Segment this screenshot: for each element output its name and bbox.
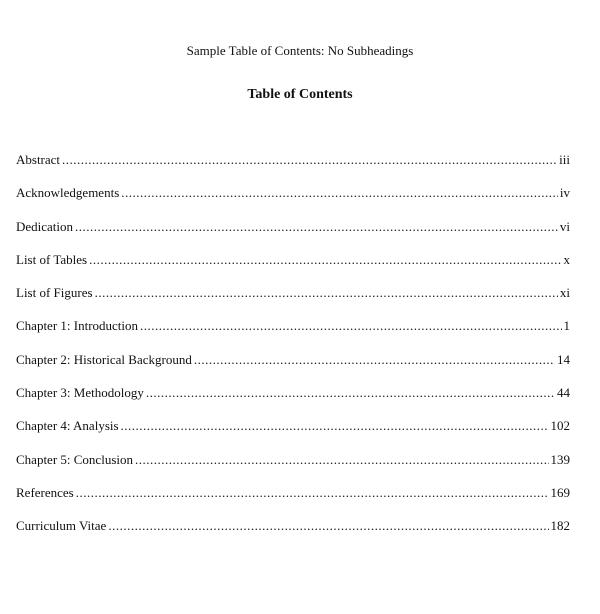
toc-entry [16, 252, 570, 285]
dot-leader [108, 518, 548, 534]
toc-entry [16, 452, 570, 485]
toc-entry [16, 418, 570, 451]
document-subtitle: Sample Table of Contents: No Subheadings [186, 43, 414, 58]
toc-entry-page: 169 [550, 484, 570, 500]
dot-leader [140, 318, 561, 334]
toc-entry-page: 14 [557, 351, 570, 367]
toc-entry-label: Chapter 1: Introduction [16, 318, 139, 334]
toc-entry-label: References [16, 484, 74, 500]
dot-leader [121, 418, 549, 434]
toc-entry-page: xi [559, 285, 570, 301]
dot-leader [135, 452, 549, 468]
toc-entry-label: Curriculum Vitae [16, 518, 107, 534]
table-of-contents [16, 152, 570, 552]
dot-leader [194, 352, 555, 368]
toc-entry [16, 485, 570, 518]
dot-leader [146, 385, 555, 401]
toc-entry-label: Dedication [16, 218, 74, 234]
toc-entry-page: 139 [550, 451, 570, 467]
toc-entry-page: x [563, 251, 570, 267]
toc-entry-label: List of Tables [16, 251, 88, 267]
page-title: Table of Contents [247, 87, 353, 102]
toc-entry [16, 152, 570, 185]
toc-entry-page: iii [559, 152, 570, 167]
toc-entry-label: Chapter 2: Historical Background [16, 351, 192, 367]
dot-leader [95, 285, 558, 301]
toc-entry [16, 219, 570, 252]
toc-entry-page: 102 [550, 418, 570, 434]
toc-entry [16, 285, 570, 318]
toc-entry [16, 518, 570, 551]
toc-entry [16, 385, 570, 418]
toc-entry-page: iv [559, 185, 570, 201]
dot-leader [62, 152, 557, 168]
toc-entry-label: Abstract [16, 152, 61, 167]
toc-entry-label: List of Figures [16, 285, 93, 301]
toc-entry [16, 352, 570, 385]
toc-entry [16, 318, 570, 351]
toc-entry-page: 182 [550, 518, 570, 534]
dot-leader [121, 185, 558, 201]
toc-entry [16, 185, 570, 218]
dot-leader [75, 219, 558, 235]
toc-entry-label: Acknowledgements [16, 185, 120, 201]
toc-entry-page: vi [559, 218, 570, 234]
toc-entry-page: 44 [557, 385, 570, 401]
toc-entry-page: 1 [563, 318, 570, 334]
dot-leader [89, 252, 561, 268]
toc-entry-label: Chapter 5: Conclusion [16, 451, 133, 467]
toc-entry-label: Chapter 4: Analysis [16, 418, 119, 434]
dot-leader [76, 485, 549, 501]
toc-entry-label: Chapter 3: Methodology [16, 385, 144, 401]
